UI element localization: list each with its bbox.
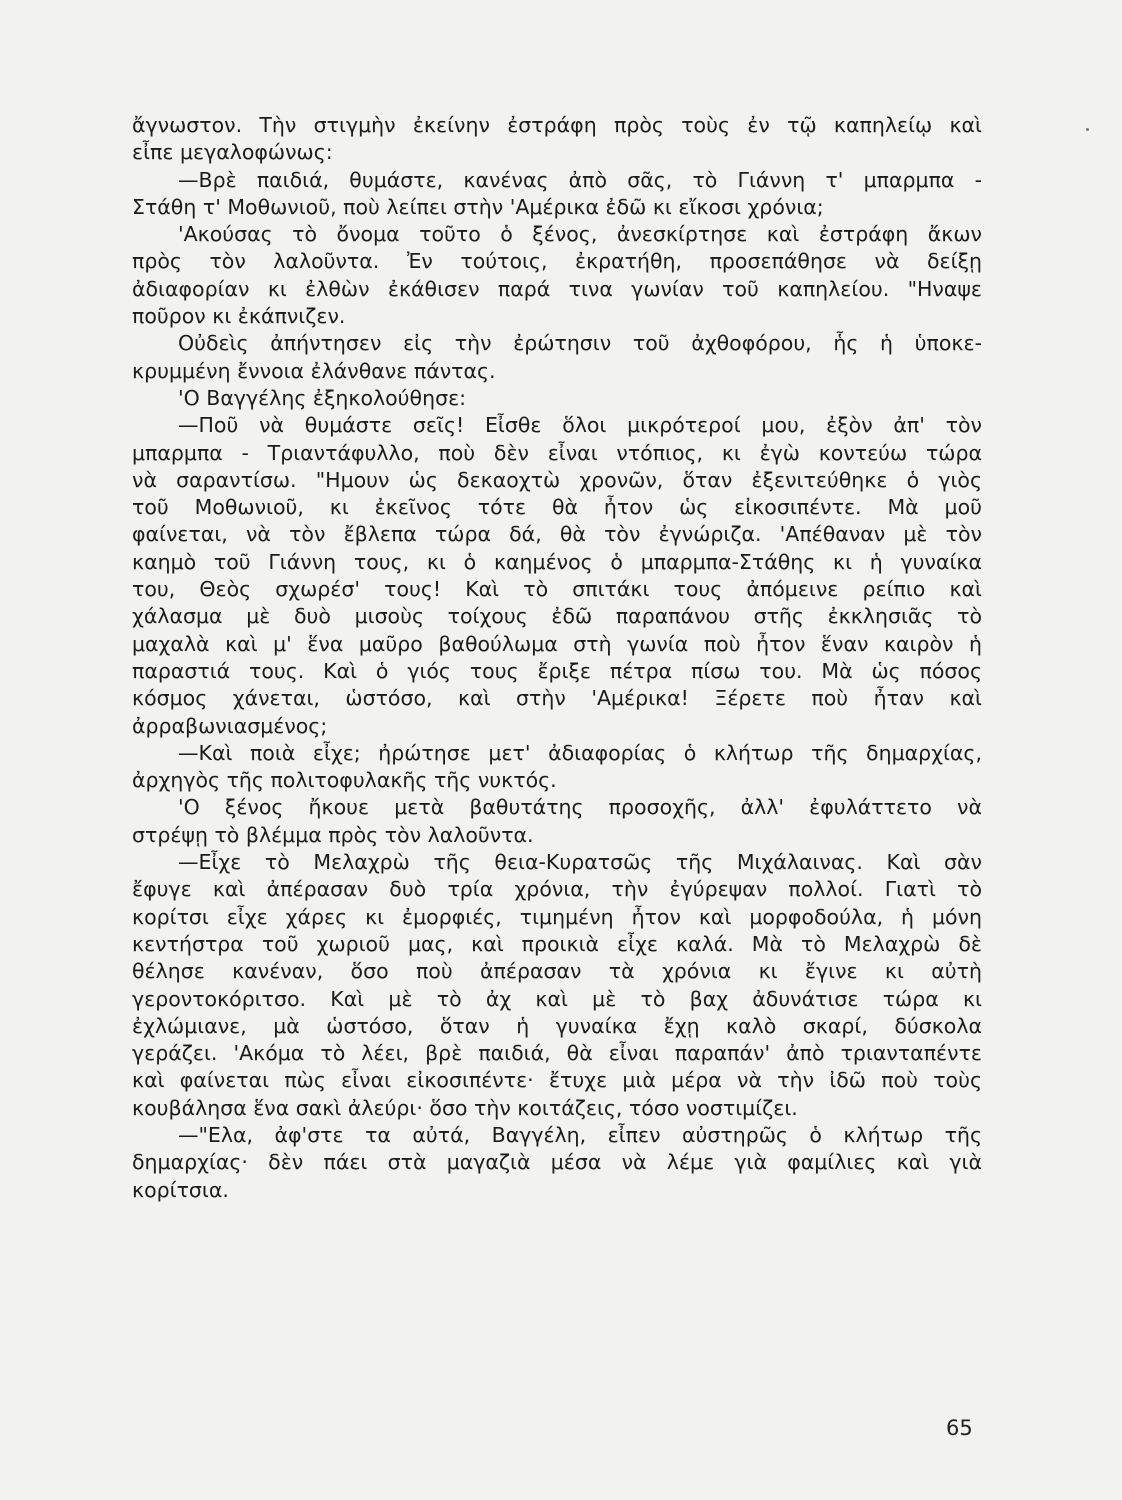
text-line: κουβάλησα ἕνα σακὶ ἀλεύρι· ὅσο τὴν κοιτάζεις, τόσο νοστιμίζει. (132, 1095, 798, 1120)
text-line: του, Θεὸς σχωρέσ' τους! Καὶ τὸ σπιτάκι τους ἀπόμεινε ρείπιο καὶ (132, 577, 982, 602)
text-line: καὶ φαίνεται πὼς εἶναι εἰκοσιπέντε· ἔτυχε μιὰ μέρα νὰ τὴν ἰδῶ ποὺ τοὺς (132, 1068, 982, 1093)
text-line: παραστιά τους. Καὶ ὁ γιός τους ἔριξε πέτρα πίσω του. Μὰ ὡς πόσος (132, 658, 982, 683)
text-line: Οὐδεὶς ἀπήντησεν εἰς τὴν ἐρώτησιν τοῦ ἀχθοφόρου, ἧς ἡ ὑποκε- (178, 331, 982, 356)
text-line: ποῦρον κι ἐκάπνιζεν. (132, 304, 346, 329)
text-line: —Ποῦ νὰ θυμάστε σεῖς! Εἶσθε ὅλοι μικρότεροί μου, ἐξὸν ἀπ' τὸν (178, 413, 982, 438)
text-line: θέλησε κανέναν, ὅσο ποὺ ἀπέρασαν τὰ χρόνια κι ἔγινε κι αὐτὴ (132, 959, 982, 984)
text-line: τοῦ Μοθωνιοῦ, κι ἐκεῖνος τότε θὰ ἦτον ὡς εἰκοσιπέντε. Μὰ μοῦ (132, 495, 982, 520)
text-line: ἀδιαφορίαν κι ἐλθὼν ἐκάθισεν παρά τινα γωνίαν τοῦ καπηλείου. "Ηναψε (132, 276, 982, 301)
text-line: ἐχλώμιανε, μὰ ὡστόσο, ὅταν ἡ γυναίκα ἔχῃ καλὸ σκαρί, δύσκολα (132, 1013, 982, 1038)
text-line: νὰ σαραντίσω. "Ημουν ὡς δεκαοχτὼ χρονῶν, ὅταν ἐξενιτεύθηκε ὁ γιὸς (132, 467, 982, 492)
text-line: κορίτσια. (132, 1177, 229, 1202)
text-line: κρυμμένη ἔννοια ἐλάνθανε πάντας. (132, 358, 496, 383)
text-line: —Καὶ ποιὰ εἶχε; ἠρώτησε μετ' ἀδιαφορίας ὁ κλήτωρ τῆς δημαρχίας, (178, 740, 982, 765)
text-line: γεροντοκόριτσο. Καὶ μὲ τὸ ἀχ καὶ μὲ τὸ βαχ ἀδυνάτισε τώρα κι (132, 986, 982, 1011)
text-line: —Βρὲ παιδιά, θυμάστε, κανένας ἀπὸ σᾶς, τὸ Γιάννη τ' μπαρμπα - (178, 167, 982, 192)
text-line: μπαρμπα - Τριαντάφυλλο, ποὺ δὲν εἶναι ντόπιος, κι ἐγὼ κοντεύω τώρα (132, 440, 982, 465)
text-line: κορίτσι εἶχε χάρες κι ἐμορφιές, τιμημένη ἦτον καὶ μορφοδούλα, ἡ μόνη (132, 904, 982, 929)
text-line: μαχαλὰ καὶ μ' ἕνα μαῦρο βαθούλωμα στὴ γωνία ποὺ ἦτον ἕναν καιρὸν ἡ (132, 631, 982, 656)
text-line: δημαρχίας· δὲν πάει στὰ μαγαζιὰ μέσα νὰ λέμε γιὰ φαμίλιες καὶ γιὰ (132, 1150, 982, 1175)
text-line: καημὸ τοῦ Γιάννη τους, κι ὁ καημένος ὁ μπαρμπα-Στάθης κι ἡ γυναίκα (132, 549, 982, 574)
text-line: —Εἶχε τὸ Μελαχρὼ τῆς θεια-Κυρατσῶς τῆς Μιχάλαινας. Καὶ σὰν (178, 850, 982, 875)
text-line: 'Ο Βαγγέλης ἐξηκολούθησε: (178, 385, 467, 410)
text-line: γεράζει. 'Ακόμα τὸ λέει, βρὲ παιδιά, θὰ εἶναι παραπάν' ἀπὸ τριανταπέντε (132, 1041, 982, 1066)
ink-speck (1086, 128, 1089, 131)
text-line: 'Ακούσας τὸ ὄνομα τοῦτο ὁ ξένος, ἀνεσκίρτησε καὶ ἐστράφη ἄκων (178, 222, 982, 247)
text-line: χάλασμα μὲ δυὸ μισοὺς τοίχους ἐδῶ παραπάνου στῆς ἐκκλησιᾶς τὸ (132, 604, 982, 629)
text-line: στρέψῃ τὸ βλέμμα πρὸς τὸν λαλοῦντα. (132, 822, 534, 847)
text-line: κεντήστρα τοῦ χωριοῦ μας, καὶ προικιὰ εἶχε καλά. Μὰ τὸ Μελαχρὼ δὲ (132, 931, 982, 956)
text-line: φαίνεται, νὰ τὸν ἔβλεπα τώρα δά, θὰ τὸν ἐγνώριζα. 'Απέθαναν μὲ τὸν (132, 522, 982, 547)
text-line: ἀρραβωνιασμένος; (132, 713, 328, 738)
text-line: Στάθη τ' Μοθωνιοῦ, ποὺ λείπει στὴν 'Αμέρικα ἐδῶ κι εἴκοσι χρόνια; (132, 194, 824, 219)
text-line: 'Ο ξένος ἤκουε μετὰ βαθυτάτης προσοχῆς, ἀλλ' ἐφυλάττετο νὰ (178, 795, 982, 820)
page-number: 65 (946, 1416, 973, 1440)
text-line: ἀρχηγὸς τῆς πολιτοφυλακῆς τῆς νυκτός. (132, 768, 557, 793)
body-text (132, 112, 982, 1204)
text-line: εἶπε μεγαλοφώνως: (132, 140, 333, 165)
text-line: κόσμος χάνεται, ὡστόσο, καὶ στὴν 'Αμέρικα! Ξέρετε ποὺ ἦταν καὶ (132, 686, 982, 711)
text-line: πρὸς τὸν λαλοῦντα. Ἐν τούτοις, ἐκρατήθη, προσεπάθησε νὰ δείξῃ (132, 249, 982, 274)
text-line: ἔφυγε καὶ ἀπέρασαν δυὸ τρία χρόνια, τὴν ἐγύρεψαν πολλοί. Γιατὶ τὸ (132, 877, 982, 902)
text-line: ἄγνωστον. Τὴν στιγμὴν ἐκείνην ἐστράφη πρὸς τοὺς ἐν τῷ καπηλείῳ καὶ (132, 113, 982, 137)
text-line: —"Ελα, ἀφ'στε τα αὐτά, Βαγγέλη, εἶπεν αὐστηρῶς ὁ κλήτωρ τῆς (178, 1122, 982, 1147)
